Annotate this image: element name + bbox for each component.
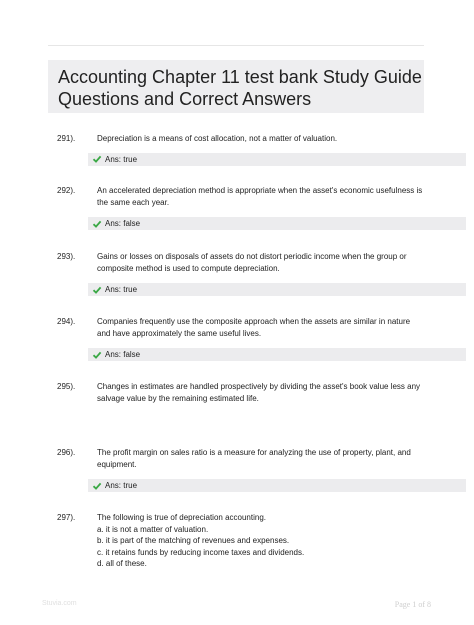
question-text: The following is true of depreciation accounting. <box>97 513 266 522</box>
answer-text: Ans: false <box>105 219 141 228</box>
question-293 <box>48 251 424 296</box>
question-294 <box>48 316 424 361</box>
question-number: 294). <box>57 317 76 326</box>
question-text: Companies frequently use the composite approach when the assets are similar in nature and have approximately the same useful lives. <box>97 317 411 338</box>
question-296 <box>48 447 424 492</box>
page-title-line-1: Accounting Chapter 11 test bank Study Guide <box>58 67 422 87</box>
question-number: 296). <box>57 448 76 457</box>
question-number: 295). <box>57 382 76 391</box>
answer-option-d: d. all of these. <box>97 559 147 568</box>
question-text: Gains or losses on disposals of assets do not distort periodic income when the group or composite method is used to compute depreciation. <box>97 252 407 273</box>
top-divider <box>48 45 424 46</box>
check-icon <box>92 219 102 229</box>
answer-box <box>88 479 466 492</box>
page-title-line-2: Questions and Correct Answers <box>58 89 312 109</box>
answer-box <box>88 283 466 296</box>
question-295 <box>48 381 424 404</box>
answer-text: Ans: true <box>105 481 138 490</box>
question-text: An accelerated depreciation method is appropriate when the asset's economic usefulness is the same each year. <box>97 186 423 207</box>
check-icon <box>92 481 102 491</box>
answer-text: Ans: true <box>105 154 138 164</box>
answer-box <box>88 348 466 361</box>
check-icon <box>92 154 102 164</box>
answer-text: Ans: true <box>105 285 138 294</box>
question-291 <box>48 133 424 166</box>
answer-option-b: b. it is part of the matching of revenues and expenses. <box>97 536 290 545</box>
check-icon <box>92 350 102 360</box>
footer-watermark: Stuvia.com <box>42 600 77 607</box>
question-number: 297). <box>57 513 76 522</box>
question-text: Changes in estimates are handled prospectively by dividing the asset's book value less any salvage value by the remaining estimated life. <box>97 382 421 403</box>
check-icon <box>92 285 102 295</box>
question-292 <box>48 185 424 230</box>
question-297 <box>48 512 424 570</box>
answer-option-c: c. it retains funds by reducing income taxes and dividends. <box>97 547 305 557</box>
question-number: 291). <box>57 134 76 143</box>
question-number: 293). <box>57 252 76 261</box>
question-text: The profit margin on sales ratio is a measure for analyzing the use of property, plant, and equipment. <box>97 448 411 469</box>
document-title-box <box>48 60 424 113</box>
question-text-with-options <box>97 512 423 570</box>
answer-option-a: a. it is not a matter of valuation. <box>97 524 209 534</box>
answer-text: Ans: false <box>105 350 141 359</box>
page-number: Page 1 of 8 <box>394 600 431 609</box>
answer-box <box>88 153 466 166</box>
question-text: Depreciation is a means of cost allocation, not a matter of valuation. <box>97 134 338 143</box>
answer-box <box>88 217 466 230</box>
question-number: 292). <box>57 186 76 195</box>
